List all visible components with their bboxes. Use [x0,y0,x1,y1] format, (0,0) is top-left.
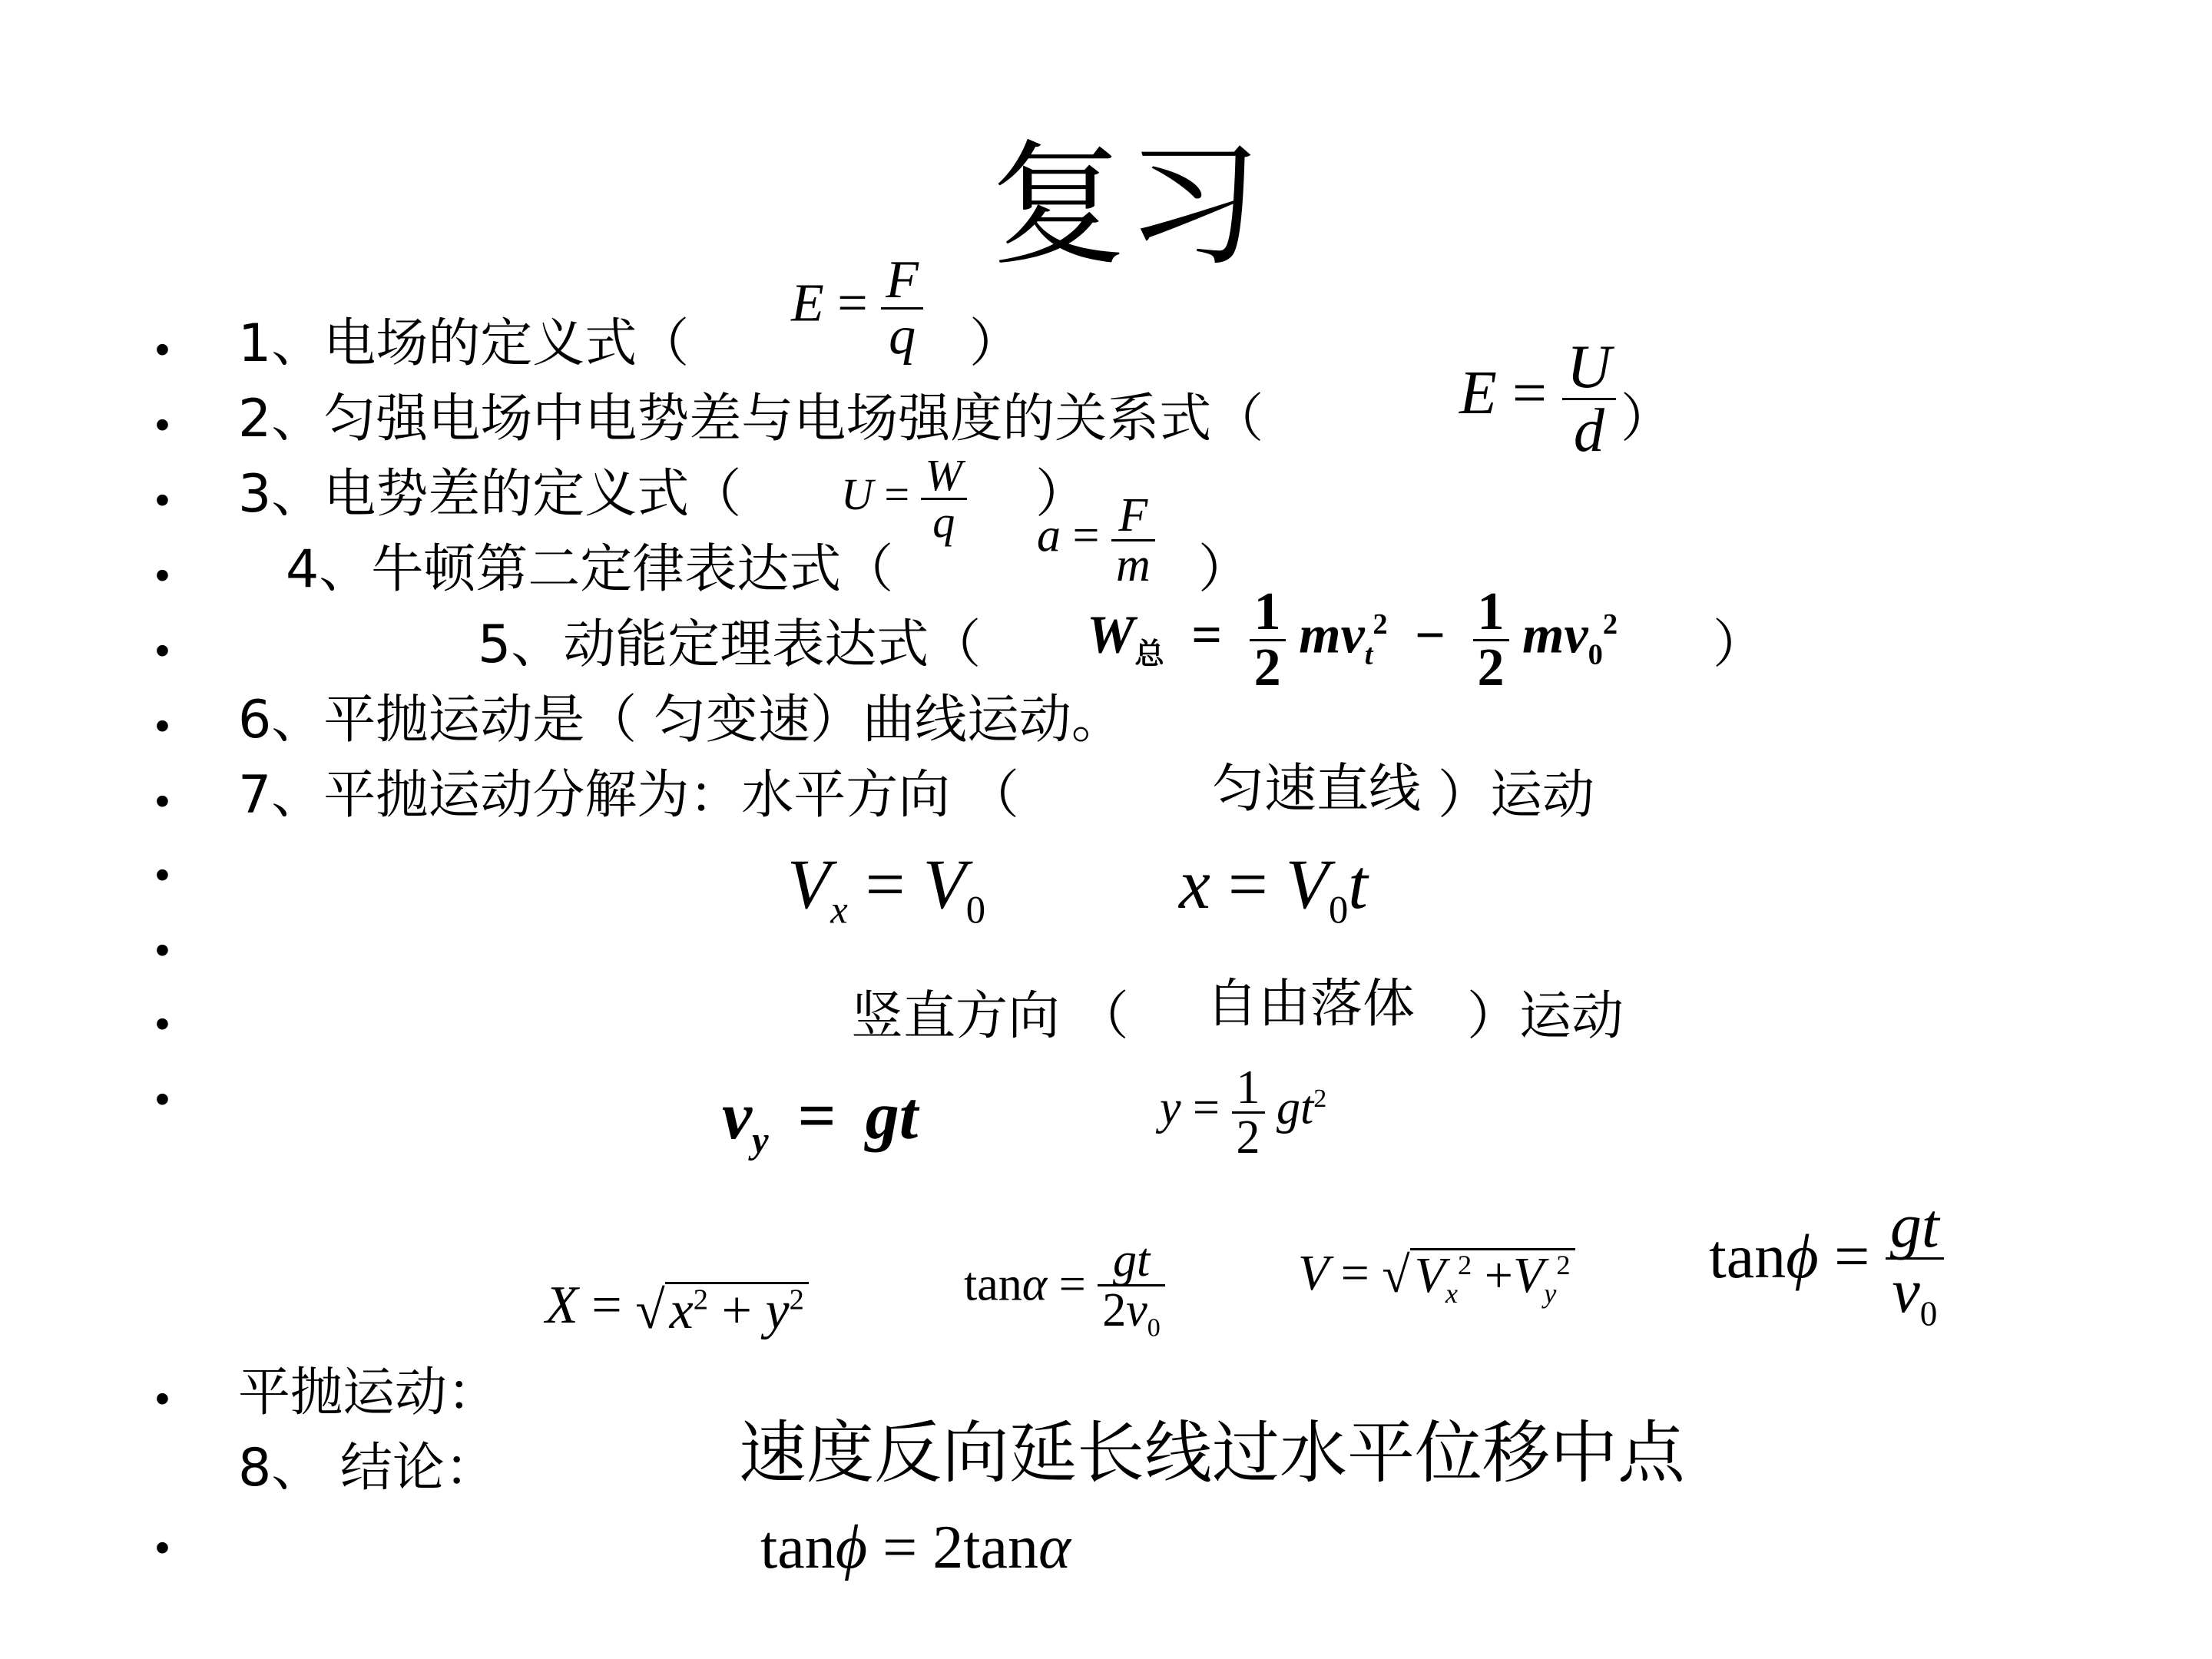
item-2-close: ） [1621,389,1674,449]
eq-rhs: V [1285,845,1329,923]
denominator: 2 [1477,638,1505,697]
eq-lhs: V [787,845,831,923]
var-phi: ϕ [1786,1221,1819,1292]
denominator: m [1115,539,1151,591]
radicand-1: x [669,1281,694,1341]
fraction-half [1473,582,1509,697]
bullet: • [155,402,170,448]
denominator [1098,1286,1165,1341]
term-2: mv [1522,605,1588,665]
term-1-sup: 2 [1373,608,1388,641]
eq-velocity [1298,1245,1575,1310]
radicand-2-sub: y [1544,1278,1557,1310]
radicand-1-sup: 2 [1458,1250,1472,1281]
eq-x [1179,845,1368,932]
sqrt [1382,1247,1575,1310]
den-sub: 0 [1919,1294,1938,1333]
numerator: 1 [1473,585,1509,641]
term-2-sub: 0 [1588,638,1603,671]
eq-sign: = [1340,1245,1369,1301]
item-8-text: 8、 结论： [238,1438,497,1498]
item-4-formula [1037,489,1155,591]
formula-lhs: W [1087,605,1135,665]
item-1-text: 1、电场的定义式（ [238,313,690,374]
formula-eq: = [837,273,868,333]
eq-lhs: x [1179,845,1210,923]
denominator: q [889,306,916,366]
item-7-inner: 匀速直线 [1212,759,1422,820]
formula-lhs: E [791,273,824,333]
fraction-half [1250,582,1286,697]
item-7-close: ）运动 [1438,765,1595,826]
numerator: gt [1886,1194,1944,1260]
eq-tail-sup: 2 [1313,1084,1327,1114]
fraction [1111,489,1155,591]
sqrt-body [665,1281,809,1341]
bullet: • [155,1076,170,1122]
eq-lhs: y [1160,1081,1181,1134]
eq-lhs: X [545,1276,578,1335]
bullet: • [155,326,170,373]
bullet: • [155,477,170,523]
numerator: F [881,253,923,310]
term-1: mv [1299,605,1365,665]
bullet: • [155,1525,170,1571]
eq-lhs: v [722,1079,753,1154]
bullet: • [155,628,170,674]
radicand-2: y [765,1281,790,1341]
item-2-formula [1459,333,1616,465]
formula-eq: = [1512,359,1547,427]
eq-rhs: gt [865,1079,919,1154]
item-3-text: 3、电势差的定义式（ [238,464,742,525]
eq-lhs-sub: y [752,1120,769,1161]
den-sub: 0 [1147,1313,1161,1343]
den-var: v [1892,1256,1920,1326]
fraction [1098,1234,1165,1343]
numerator: W [921,453,967,500]
denominator [1886,1256,1944,1333]
eq-rhs-sub: 0 [965,888,986,932]
eq-rhs: V [922,845,966,923]
item-4-close: ） [1198,539,1251,600]
bullet: • [155,778,170,824]
denominator: 2 [1253,638,1281,697]
item-7-text: 7、平抛运动分解为：水平方向 （ [238,765,1019,826]
eq-vx [787,845,986,932]
fn-tan: tan [760,1514,836,1581]
formula-lhs: a [1037,509,1061,562]
eq-sign: = [1058,1258,1086,1311]
formula-lhs-sub: 总 [1134,638,1164,671]
bullet: • [155,927,170,973]
item-5-formula [1087,582,1618,697]
var-phi: ϕ [835,1514,868,1581]
numerator: 1 [1232,1064,1265,1114]
eq-lhs-sub: x [830,888,848,932]
eq-tail: gt [1277,1081,1314,1134]
radicand-2-sup: 2 [1556,1250,1571,1281]
bullet: • [155,703,170,749]
bullet: • [155,552,170,598]
radicand-1-sup: 2 [693,1284,708,1317]
denominator: q [932,497,955,547]
term-1-sub: t [1364,638,1373,671]
radicand-2: V [1512,1247,1545,1304]
numerator: F [1111,492,1155,541]
eq-rhs-sub: 0 [1328,888,1349,932]
item-2-text: 2、匀强电场中电势差与电场强度的关系式（ [238,389,1264,449]
bullet: • [155,1001,170,1047]
page-title: 复习 [991,127,1262,284]
coef: 2 [932,1514,964,1581]
radicand-1: V [1414,1247,1445,1304]
item-1-close: ） [969,313,1022,374]
item-5-text: 5、动能定理表达式（ [478,614,982,675]
fraction [1562,333,1616,465]
eq-sign: = [1834,1221,1870,1292]
term-2-sup: 2 [1602,608,1618,641]
item-5-close: ） [1713,614,1766,675]
bullet: • [155,852,170,898]
denominator: 2 [1236,1111,1260,1164]
plus: + [721,1281,752,1341]
var-alpha: α [1038,1514,1071,1581]
eq-rhs-tail: t [1348,845,1368,923]
eq-vy [722,1079,919,1161]
item-projectile-label: 平抛运动： [238,1363,500,1423]
formula-eq: = [1191,605,1223,665]
vertical-close: ）运动 [1467,986,1624,1047]
sqrt-body [1410,1247,1575,1310]
eq-sign: = [865,845,906,923]
conclusion-text: 速度反向延长线过水平位移中点 [739,1413,1686,1492]
formula-eq: = [1072,509,1100,562]
formula-eq: = [884,469,910,519]
eq-final [760,1514,1071,1581]
item-6-text: 6、平抛运动是（ 匀变速）曲线运动。 [238,690,1124,750]
vertical-inner: 自由落体 [1206,974,1416,1035]
sqrt-icon: √ [1382,1247,1410,1304]
sqrt-icon: √ [635,1281,665,1341]
bullet: • [155,1376,170,1422]
fn-tan: tan [964,1258,1022,1311]
denominator: d [1573,397,1604,465]
sqrt [635,1281,809,1341]
radicand-1-sub: x [1445,1278,1459,1310]
item-4-text: 4、牛顿第二定律表达式（ [286,539,894,600]
numerator: 1 [1250,585,1286,641]
radicand-2-sup: 2 [789,1284,804,1317]
den-coef: 2 [1102,1284,1127,1336]
fraction [921,450,967,547]
eq-displacement [545,1276,809,1341]
item-3-close: ） [1035,464,1088,525]
eq-sign: = [882,1514,918,1581]
fraction [881,250,923,366]
formula-minus: − [1415,605,1446,665]
eq-sign: = [1227,845,1268,923]
eq-tan-phi [1709,1190,1944,1333]
formula-lhs: U [841,469,873,519]
item-3-formula [841,450,967,547]
fraction [1886,1190,1944,1333]
den-var: v [1126,1284,1147,1336]
vertical-text: 竖直方向 （ [851,986,1129,1047]
numerator: U [1562,336,1616,400]
eq-sign: = [797,1079,836,1154]
var-alpha: α [1022,1258,1048,1311]
eq-y [1160,1061,1327,1164]
eq-lhs: V [1298,1245,1329,1301]
eq-tan-alpha [964,1234,1165,1343]
item-1-formula [791,250,923,366]
plus: + [1484,1247,1513,1304]
formula-lhs: E [1459,359,1497,427]
numerator: gt [1098,1237,1165,1286]
fn-tan: tan [963,1514,1038,1581]
fn-tan: tan [1709,1221,1786,1292]
eq-sign: = [1193,1081,1220,1134]
fraction-half [1232,1061,1265,1164]
eq-sign: = [591,1276,622,1335]
